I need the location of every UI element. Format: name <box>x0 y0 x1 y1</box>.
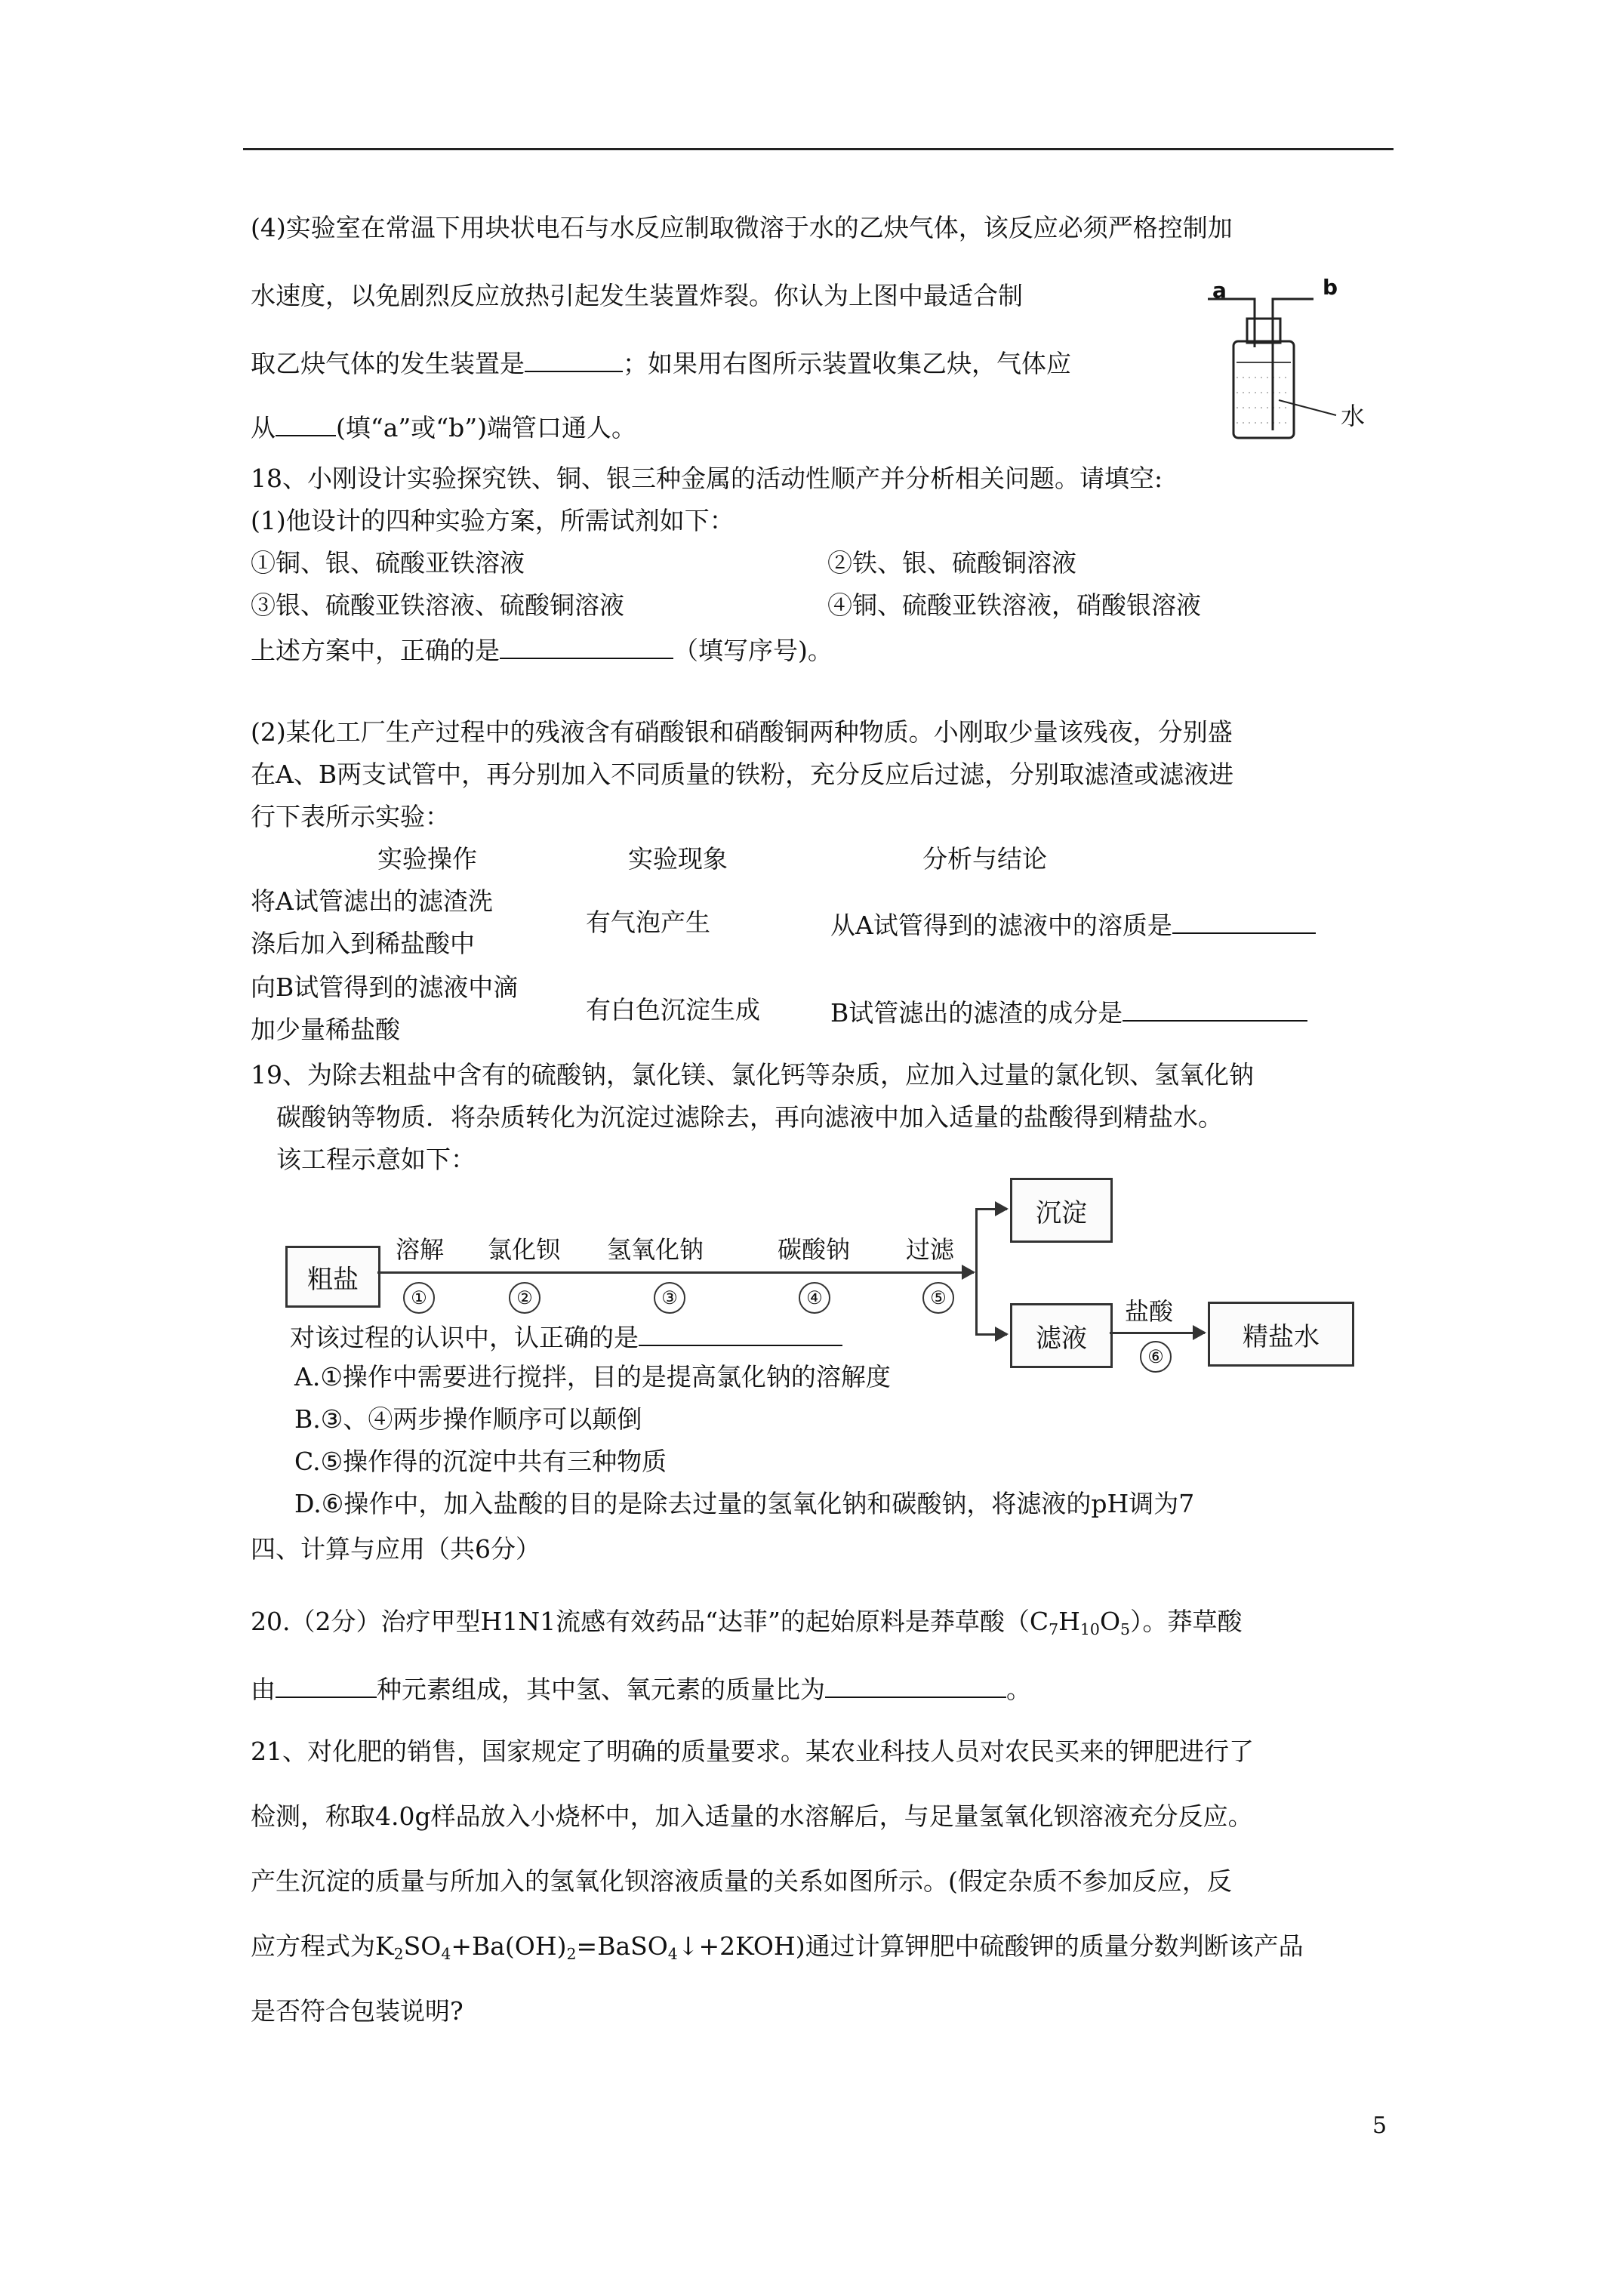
q18-option-3: ③银、硫酸亚铁溶液、硫酸铜溶液 <box>251 590 624 620</box>
q18-p1-intro: (1)他设计的四种实验方案，所需试剂如下： <box>251 506 735 535</box>
q20-line2-a: 由 <box>251 1675 276 1704</box>
answer-blank[interactable] <box>276 1672 377 1698</box>
table-row1-op-line1: 将A试管滤出的滤渣洗 <box>251 886 493 916</box>
formula-o: O <box>1099 1607 1120 1636</box>
q18-answer-a: 上述方案中，正确的是 <box>251 636 500 665</box>
table-header-operation: 实验操作 <box>377 844 477 874</box>
q20-line2 <box>251 1672 1031 1705</box>
flow-box-crude-salt: 粗盐 <box>285 1246 380 1308</box>
flow-step-2: 氯化钡 <box>488 1235 561 1264</box>
table-row1-phenomenon: 有气泡产生 <box>586 908 710 937</box>
q18-option-2: ②铁、银、硫酸铜溶液 <box>827 548 1076 578</box>
q19-option-b: B.③、④两步操作顺序可以颠倒 <box>294 1404 642 1434</box>
q18-p2-line2: 在A、B两支试管中，再分别加入不同质量的铁粉，充分反应后过滤，分别取滤渣或滤液进 <box>251 760 1234 789</box>
table-row1-conclusion-text: 从A试管得到的滤液中的溶质是 <box>830 911 1172 940</box>
q20-line2-b: 种元素组成，其中氢、氧元素的质量比为 <box>377 1675 825 1704</box>
formula-sub-5: 5 <box>1120 1620 1131 1639</box>
eq-part-b: SO <box>403 1931 442 1961</box>
flow-box-filtrate: 滤液 <box>1010 1303 1113 1368</box>
q21-line2: 检测，称取4.0g样品放入小烧杯中，加入适量的水溶解后，与足量氢氧化钡溶液充分反应。 <box>251 1801 1253 1831</box>
section-4-heading: 四、计算与应用（共6分） <box>251 1534 540 1564</box>
eq-part-e: ↓+2KOH)通过计算钾肥中硫酸钾的质量分数判断该产品 <box>677 1931 1304 1961</box>
formula-sub-10: 10 <box>1079 1620 1100 1639</box>
flow-step-4: 碳酸钠 <box>778 1235 851 1264</box>
eq-sub-3: 2 <box>566 1945 577 1964</box>
gas-bottle-figure <box>1200 272 1374 445</box>
answer-blank[interactable] <box>1123 995 1307 1022</box>
q18-title: 18、小刚设计实验探究铁、铜、银三种金属的活动性顺产并分析相关问题。请填空: <box>251 464 1163 493</box>
q18-answer-b: （填写序号)。 <box>673 636 833 665</box>
table-row1-conclusion <box>830 908 1316 941</box>
q19-option-a: A.①操作中需要进行搅拌，目的是提高氯化钠的溶解度 <box>294 1362 891 1391</box>
q21-line3: 产生沉淀的质量与所加入的氢氧化钡溶液质量的关系如图所示。(假定杂质不参加反应，反 <box>251 1866 1232 1896</box>
q18-option-4: ④铜、硫酸亚铁溶液，硝酸银溶液 <box>827 590 1201 620</box>
bottle-label-b: b <box>1323 275 1338 300</box>
q17-4-line4-a: 从 <box>251 413 276 442</box>
q18-p2-line1: (2)某化工厂生产过程中的残液含有硝酸银和硝酸铜两种物质。小刚取少量该残夜，分别盛 <box>251 717 1233 747</box>
q18-p2-line3: 行下表所示实验： <box>251 802 450 831</box>
q21-line1: 21、对化肥的销售，国家规定了明确的质量要求。某农业科技人员对农民买来的钾肥进行了 <box>251 1737 1254 1766</box>
q20-line1-a: 20.（2分）治疗甲型H1N1流感有效药品“达菲”的起始原料是莽草酸（C <box>251 1607 1049 1636</box>
eq-sub-1: 2 <box>393 1945 404 1964</box>
answer-blank[interactable] <box>639 1320 842 1346</box>
flow-branch-line <box>975 1208 978 1335</box>
q20-line1 <box>251 1607 1243 1639</box>
eq-part-a: 应方程式为K <box>251 1931 394 1961</box>
flow-step-acid: 盐酸 <box>1125 1297 1174 1326</box>
answer-blank[interactable] <box>1172 908 1316 934</box>
flow-main-arrow <box>377 1271 974 1274</box>
flow-arrow-precipitate <box>975 1208 1007 1210</box>
table-row2-op-line1: 向B试管得到的滤液中滴 <box>251 972 519 1002</box>
formula-h: H <box>1058 1607 1080 1636</box>
flow-num-3: ③ <box>654 1282 685 1314</box>
eq-part-c: +Ba(OH) <box>451 1931 567 1961</box>
flow-arrow-acid <box>1110 1332 1205 1334</box>
eq-part-d: =BaSO <box>576 1931 668 1961</box>
q17-4-line3-a: 取乙炔气体的发生装置是 <box>251 349 525 378</box>
answer-blank[interactable] <box>276 410 336 436</box>
flow-num-1: ① <box>403 1282 435 1314</box>
table-header-conclusion: 分析与结论 <box>922 844 1047 874</box>
q17-4-line1: (4)实验室在常温下用块状电石与水反应制取微溶于水的乙炔气体，该反应必须严格控制加 <box>251 213 1233 242</box>
q19-line3: 该工程示意如下： <box>276 1145 476 1174</box>
q21-line4-equation <box>251 1931 1304 1964</box>
q20-line1-b: ）。莽草酸 <box>1130 1607 1243 1636</box>
q20-line2-c: 。 <box>1006 1675 1031 1704</box>
bottle-label-a: a <box>1212 278 1227 303</box>
answer-blank[interactable] <box>525 346 623 372</box>
flow-step-1: 溶解 <box>396 1235 445 1264</box>
q21-line5: 是否符合包装说明? <box>251 1996 463 2026</box>
q17-4-line3 <box>251 346 1071 379</box>
q18-answer-line <box>251 633 833 666</box>
table-row2-conclusion-text: B试管滤出的滤渣的成分是 <box>830 998 1123 1028</box>
flow-step-5: 过滤 <box>906 1235 955 1264</box>
eq-sub-4: 4 <box>667 1945 678 1964</box>
flow-num-2: ② <box>509 1282 540 1314</box>
q17-4-line4 <box>251 410 636 443</box>
formula-sub-7: 7 <box>1049 1620 1059 1639</box>
table-row2-op-line2: 加少量稀盐酸 <box>251 1015 400 1044</box>
header-rule <box>243 148 1394 150</box>
flow-box-refined-brine: 精盐水 <box>1208 1302 1354 1367</box>
flow-box-precipitate: 沉淀 <box>1010 1178 1113 1243</box>
eq-sub-2: 4 <box>441 1945 451 1964</box>
table-row2-conclusion <box>830 995 1307 1028</box>
answer-blank[interactable] <box>500 633 673 659</box>
table-row1-op-line2: 涤后加入到稀盐酸中 <box>251 929 475 958</box>
q19-line1: 19、为除去粗盐中含有的硫酸钠，氯化镁、氯化钙等杂质，应加入过量的氯化钡、氢氧化钠 <box>251 1060 1254 1089</box>
q19-question-text: 对该过程的认识中，认正确的是 <box>290 1323 639 1352</box>
q18-option-1: ①铜、银、硫酸亚铁溶液 <box>251 548 525 578</box>
q19-line2: 碳酸钠等物质．将杂质转化为沉淀过滤除去，再向滤液中加入适量的盐酸得到精盐水。 <box>276 1102 1223 1132</box>
q17-4-line4-b: (填“a”或“b”)端管口通人。 <box>336 413 637 442</box>
q17-4-line2: 水速度，以免剧烈反应放热引起发生装置炸裂。你认为上图中最适合制 <box>251 281 1023 310</box>
answer-blank[interactable] <box>825 1672 1006 1698</box>
flow-step-3: 氢氧化钠 <box>607 1235 704 1264</box>
bottle-label-water: 水 <box>1341 402 1366 430</box>
flow-num-5: ⑤ <box>922 1282 954 1314</box>
flow-arrow-filtrate <box>975 1333 1007 1336</box>
page-number: 5 <box>1372 2113 1387 2139</box>
q17-4-line3-b: ；如果用右图所示装置收集乙炔，气体应 <box>623 349 1071 378</box>
table-row2-phenomenon: 有白色沉淀生成 <box>586 995 760 1025</box>
table-header-phenomenon: 实验现象 <box>628 844 728 874</box>
flow-num-4: ④ <box>799 1282 830 1314</box>
q19-question <box>290 1320 842 1353</box>
q19-option-c: C.⑤操作得的沉淀中共有三种物质 <box>294 1447 667 1476</box>
flow-num-6: ⑥ <box>1140 1341 1172 1373</box>
q19-option-d: D.⑥操作中，加入盐酸的目的是除去过量的氢氧化钠和碳酸钠，将滤液的pH调为7 <box>294 1489 1195 1518</box>
